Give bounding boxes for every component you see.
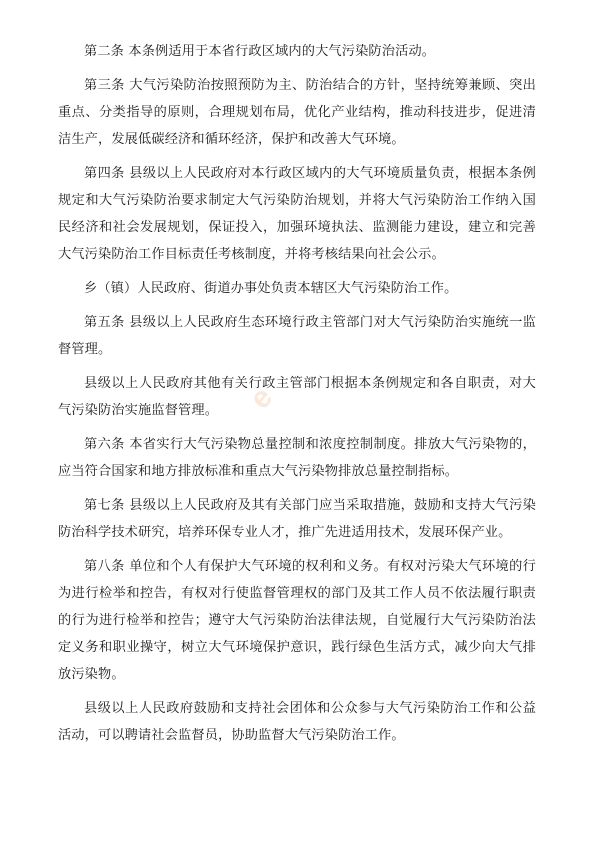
paragraph-article-2: 第二条 本条例适用于本省行政区域内的大气污染防治活动。 [84, 44, 436, 59]
paragraph-article-4: 第四条 县级以上人民政府对本行政区域内的大气环境质量负责，根据本条例规定和大气污染防治要求制定大气污染防治规划，并将大气污染防治工作纳入国民经济和社会发展规划，保证投入，加强环境执法、监测能力建设，建立和完善大气污染防治工作目标责任考核制度，并将考核结果向社会公示。 [58, 166, 536, 262]
paragraph-article-5: 第五条 县级以上人民政府生态环境行政主管部门对大气污染防治实施统一监督管理。 [58, 315, 536, 357]
paragraph-article-4-township: 乡（镇）人民政府、街道办事处负责本辖区大气污染防治工作。 [84, 281, 458, 296]
watermark-logo: e [243, 380, 280, 416]
document-body [58, 38, 536, 749]
paragraph-article-6: 第六条 本省实行大气污染物总量控制和浓度控制制度。排放大气污染物的，应当符合国家和地方排放标准和重点大气污染物排放总量控制指标。 [58, 437, 536, 479]
paragraph-article-8: 第八条 单位和个人有保护大气环境的权利和义务。有权对污染大气环境的行为进行检举和控告，有权对行使监督管理权的部门及其工作人员不依法履行职责的行为进行检举和控告；遵守大气污染防治法律法规，自觉履行大气污染防治法定义务和职业操守，树立大气环境保护意识，践行绿色生活方式，减少向大气排放污染物。 [58, 559, 536, 682]
paragraph-article-8-public-participation: 县级以上人民政府鼓励和支持社会团体和公众参与大气污染防治工作和公益活动，可以聘请社会监督员，协助监督大气污染防治工作。 [58, 701, 536, 743]
paragraph-article-7: 第七条 县级以上人民政府及其有关部门应当采取措施，鼓励和支持大气污染防治科学技术研究，培养环保专业人才，推广先进适用技术，发展环保产业。 [58, 498, 536, 540]
paragraph-article-3: 第三条 大气污染防治按照预防为主、防治结合的方针，坚持统筹兼顾、突出重点、分类指导的原则，合理规划布局，优化产业结构，推动科技进步，促进清洁生产，发展低碳经济和循环经济，保护和改善大气环境。 [58, 78, 536, 147]
paragraph-article-5-other-departments: 县级以上人民政府其他有关行政主管部门根据本条例规定和各自职责，对大气污染防治实施监督管理。 [58, 376, 536, 418]
